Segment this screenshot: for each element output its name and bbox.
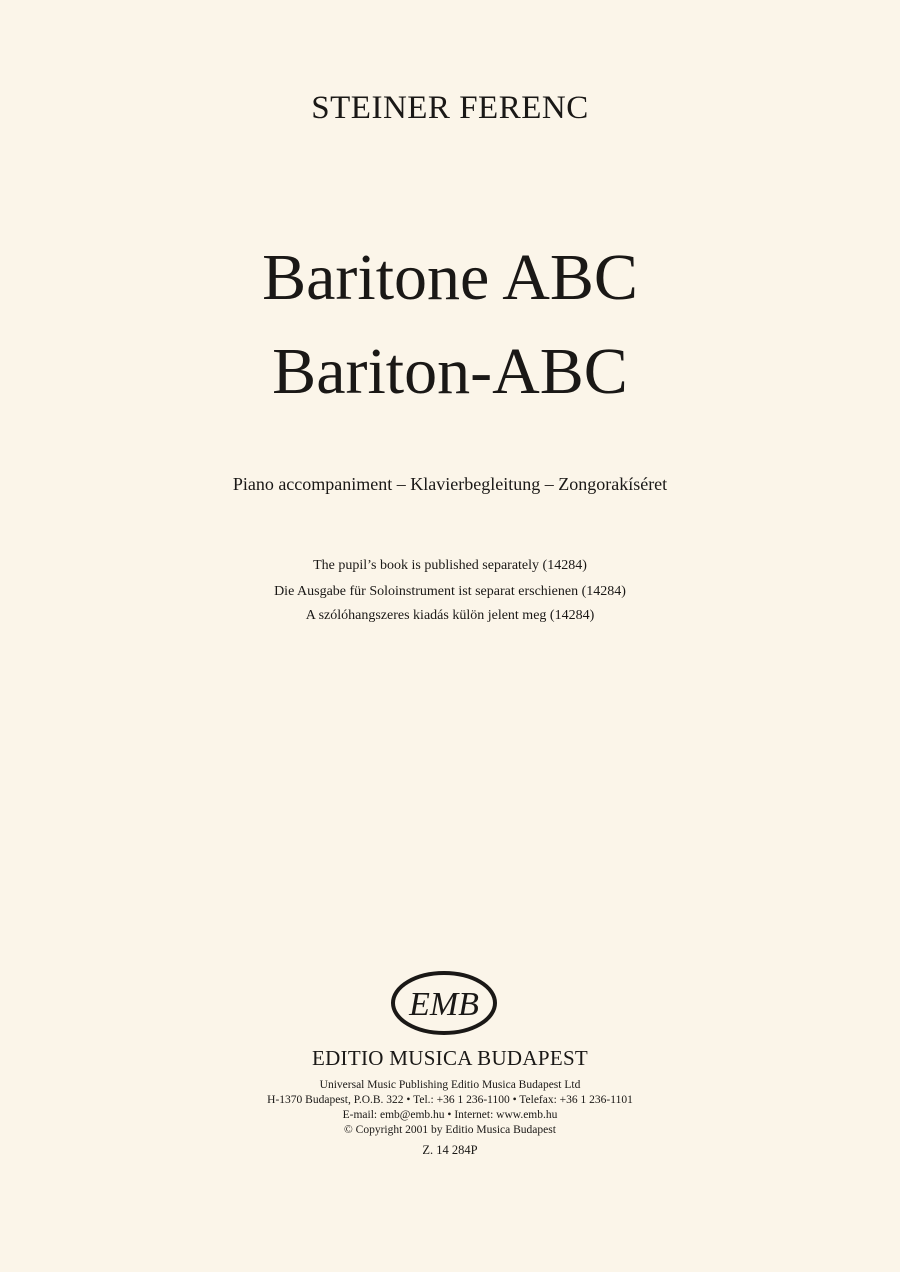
publisher-address-line: H-1370 Budapest, P.O.B. 322 • Tel.: +36 1 236-1100 • Telefax: +36 1 236-1101 (267, 1094, 633, 1106)
publisher-name: EDITIO MUSICA BUDAPEST (311, 1046, 589, 1070)
title-english: Baritone ABC (262, 241, 638, 314)
separate-edition-note-hu: A szólóhangszeres kiadás külön jelent meg (14284) (305, 608, 595, 623)
composer-name: STEINER FERENC (311, 90, 589, 126)
publisher-company-line: Universal Music Publishing Editio Musica Budapest Ltd (319, 1079, 581, 1091)
publisher-contact-line: E-mail: emb@emb.hu • Internet: www.emb.hu (342, 1109, 558, 1121)
separate-edition-note-de: Die Ausgabe für Soloinstrument ist separat erschienen (14284) (274, 584, 626, 599)
copyright-line: © Copyright 2001 by Editio Musica Budapest (344, 1124, 556, 1136)
title-german: Bariton-ABC (272, 335, 628, 408)
edition-subtitle: Piano accompaniment – Klavierbegleitung – Zongorakíséret (232, 474, 668, 494)
emb-logo-text: EMB (409, 986, 479, 1023)
separate-edition-note-en: The pupil’s book is published separately (14284) (313, 558, 587, 573)
emb-logo-icon (390, 970, 498, 1036)
catalog-number: Z. 14 284P (422, 1143, 478, 1157)
